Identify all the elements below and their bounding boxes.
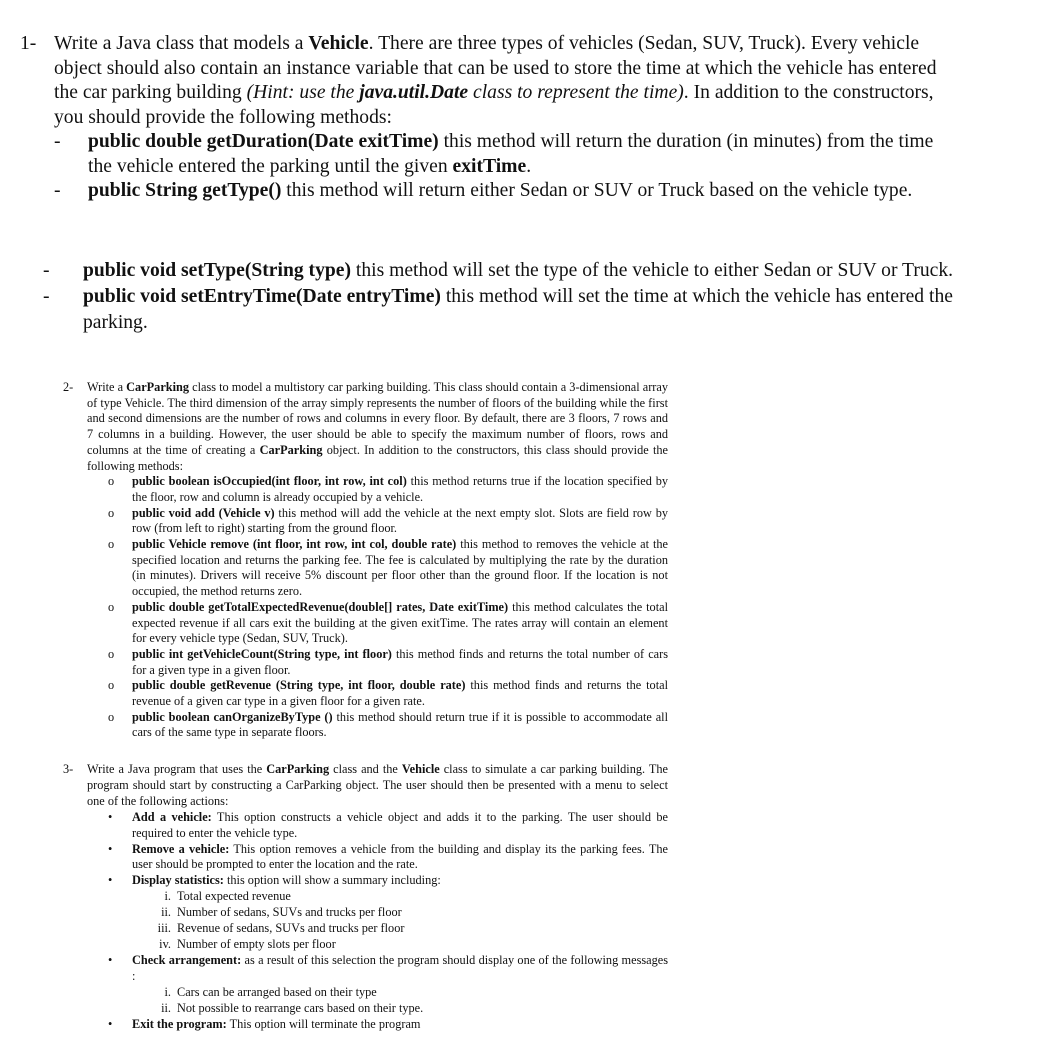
method-text: [88, 131, 933, 177]
question-1-continued: [20, 258, 975, 336]
question-number: 2-: [63, 380, 74, 394]
method-text: [132, 678, 668, 708]
action-description: This option removes a vehicle from the building and display its the parking fees. The user should be prompted to enter the location and the rate.: [132, 841, 668, 872]
text-run: . There are three types of vehicles (Sedan, SUV, Truck). Every vehicle object should also contain an instance variable that can be used to store the time at which the vehicle has entered the car parking building: [54, 33, 937, 103]
text-run: this method finds and returns the total revenue of a given car type in a given floor for a given rate.: [132, 678, 668, 709]
roman-numeral: i.: [164, 889, 171, 904]
question-1: [20, 32, 950, 204]
bullet-marker: -: [54, 131, 61, 152]
text-run: this method should return true if it is possible to accommodate all cars of the same type in separate floors.: [132, 709, 668, 740]
sub-item-text: Number of empty slots per floor: [177, 936, 336, 951]
action-description: This option will terminate the program: [226, 1016, 421, 1031]
sub-item-text: Cars can be arranged based on their type: [177, 984, 377, 999]
roman-numeral: ii.: [161, 1000, 171, 1015]
roman-numeral: iii.: [157, 921, 171, 936]
method-item: [63, 710, 668, 741]
method-item: [54, 179, 950, 204]
question-3-intro: [87, 762, 668, 810]
menu-action-item: [63, 842, 668, 874]
bullet-marker: o: [108, 709, 115, 724]
bold-text: CarParking: [266, 762, 330, 776]
bold-text: public int getVehicleCount(String type, int floor): [132, 646, 392, 661]
action-label: Check arrangement:: [132, 952, 242, 967]
bullet-marker: -: [43, 286, 50, 307]
text-run: Write a Java program that uses the: [87, 762, 267, 776]
text-run: class to represent the time): [468, 82, 684, 103]
bold-text: public Vehicle remove (int floor, int row, int col, double rate): [132, 537, 457, 552]
text-run: object. In addition to the constructors, this class should provide the following methods:: [87, 442, 668, 473]
bold-text: exitTime: [452, 155, 527, 177]
menu-action-list: [63, 810, 668, 1033]
method-list: [63, 474, 668, 741]
text-run: (Hint: use the: [246, 82, 360, 103]
bold-text: CarParking: [126, 380, 190, 394]
bullet-marker: o: [108, 599, 115, 614]
bullet-marker: •: [108, 1016, 113, 1031]
sub-item: [63, 921, 668, 937]
text-run: this method to removes the vehicle at the specified location and returns the parking fee. The fee is calculated by multiplying the rate by the duration (in minutes). Drivers will receive 5% discount per floor other than the ground floor. If the location is not occupied, the method returns zero.: [132, 537, 668, 599]
text-run: this method will set the type of the vehicle to either Sedan or SUV or Truck.: [350, 260, 954, 281]
bold-text: public boolean isOccupied(int floor, int row, int col): [132, 474, 407, 489]
bullet-marker: o: [108, 678, 115, 693]
question-1-intro: [54, 32, 950, 130]
action-label: Remove a vehicle:: [132, 841, 230, 856]
bullet-marker: -: [43, 260, 50, 281]
question-3: [63, 762, 668, 1032]
roman-numeral: i.: [164, 984, 171, 999]
bullet-marker: •: [108, 809, 113, 824]
method-item: [63, 506, 668, 537]
action-description: This option constructs a vehicle object and adds it to the parking. The user should be required to enter the vehicle type.: [132, 809, 668, 840]
bold-text: public double getRevenue (String type, int floor, double rate): [132, 678, 466, 693]
text-run: this method will set the time at which the vehicle has entered the parking.: [83, 286, 953, 333]
text-run: this method finds and returns the total number of cars for a given type in a given floor.: [132, 646, 668, 677]
text-run: class and the: [329, 762, 402, 776]
bullet-marker: o: [108, 474, 115, 489]
method-list-continued: [20, 258, 975, 336]
method-item: [63, 474, 668, 505]
method-text: [83, 260, 953, 281]
bold-text: Vehicle: [401, 762, 440, 776]
bullet-marker: -: [54, 180, 61, 201]
text-run: this method calculates the total expected revenue if all cars exit the building at the given exitTime. The rates array will contain an element for every vehicle type (Sedan, SUV, Truck).: [132, 599, 668, 646]
bold-text: public boolean canOrganizeByType (): [132, 709, 333, 724]
text-run: Write a Java class that models a: [54, 33, 309, 54]
menu-action-item: [63, 953, 668, 985]
text-run: this method will return the duration (in minutes) from the time the vehicle entered the parking until the given: [88, 131, 934, 177]
method-text: [132, 647, 668, 677]
bullet-marker: o: [108, 505, 115, 520]
bold-text: public double getDuration(Date exitTime): [88, 131, 439, 152]
menu-action-item: [63, 873, 668, 889]
bold-text: public void add (Vehicle v): [132, 505, 275, 520]
text-run: this method will add the vehicle at the next empty slot. Slots are field row by row (from left to right) starting from the ground floor.: [132, 505, 669, 536]
bullet-marker: •: [108, 952, 113, 967]
action-label: Add a vehicle:: [132, 809, 212, 824]
text-run: this method will return either Sedan or SUV or Truck based on the vehicle type.: [281, 180, 913, 201]
sub-item: [63, 985, 668, 1001]
method-text: [132, 474, 668, 504]
method-item: [63, 537, 668, 600]
method-item: [63, 678, 668, 709]
method-item: [63, 647, 668, 678]
action-label: Display statistics:: [132, 873, 224, 888]
bold-text: public void setEntryTime(Date entryTime): [83, 286, 441, 307]
sub-item-text: Number of sedans, SUVs and trucks per floor: [177, 905, 402, 920]
bullet-marker: •: [108, 841, 113, 856]
roman-numeral: ii.: [161, 905, 171, 920]
method-list: [20, 130, 950, 204]
menu-action-item: [63, 810, 668, 842]
method-text: [132, 506, 668, 536]
question-number: 1-: [20, 33, 37, 54]
text-run: this method returns true if the location specified by the floor, row and column is already occupied by a vehicle.: [132, 474, 668, 504]
method-text: [88, 180, 912, 201]
action-label: Exit the program:: [132, 1016, 227, 1031]
question-number: 3-: [63, 762, 74, 776]
method-text: [83, 286, 953, 333]
bullet-marker: o: [108, 537, 115, 552]
sub-item-text: Revenue of sedans, SUVs and trucks per floor: [177, 921, 405, 936]
sub-item-text: Total expected revenue: [177, 889, 291, 904]
text-run: . In addition to the constructors, you should provide the following methods:: [54, 82, 934, 128]
bold-text: public void setType(String type): [83, 260, 351, 281]
method-text: [132, 710, 668, 740]
text-run: .: [526, 155, 532, 177]
question-2-intro: [87, 380, 668, 474]
bullet-marker: o: [108, 646, 115, 661]
sub-item: [63, 905, 668, 921]
method-item: [63, 600, 668, 647]
bold-text: java.util.Date: [359, 82, 469, 103]
method-item: [43, 284, 975, 336]
sub-item-text: Not possible to rearrange cars based on their type.: [177, 1000, 424, 1015]
text-run: class to model a multistory car parking building. This class should contain a 3-dimensional array of type Vehicle. The third dimension of the array simply represents the number of floors of the building while the first and second dimensions are the number of rows and columns in every floor. By default, there are 3 floors, 7 rows and 7 columns in a building. However, the user should be able to specify the maximum number of floors, rows and columns at the time of creating a: [87, 380, 669, 457]
text-run: Write a: [87, 380, 127, 394]
menu-action-item: [63, 1017, 668, 1033]
sub-item: [63, 937, 668, 953]
bold-text: CarParking: [259, 442, 323, 457]
method-item: [43, 258, 975, 284]
roman-numeral: iv.: [159, 936, 171, 951]
action-description: this option will show a summary including:: [223, 873, 441, 888]
method-text: [132, 537, 668, 598]
method-item: [54, 130, 950, 179]
action-description: as a result of this selection the program should display one of the following messages :: [132, 952, 668, 983]
text-run: class to simulate a car parking building. The program should start by constructing a CarParking object. The user should then be presented with a menu to select one of the following actions:: [87, 762, 668, 808]
sub-item: [63, 889, 668, 905]
bullet-marker: •: [108, 873, 113, 888]
method-text: [132, 600, 668, 645]
bold-text: Vehicle: [308, 33, 369, 54]
question-2: [63, 380, 668, 741]
bold-text: public double getTotalExpectedRevenue(double[] rates, Date exitTime): [132, 599, 509, 614]
bold-text: public String getType(): [88, 180, 282, 201]
sub-item: [63, 1001, 668, 1017]
